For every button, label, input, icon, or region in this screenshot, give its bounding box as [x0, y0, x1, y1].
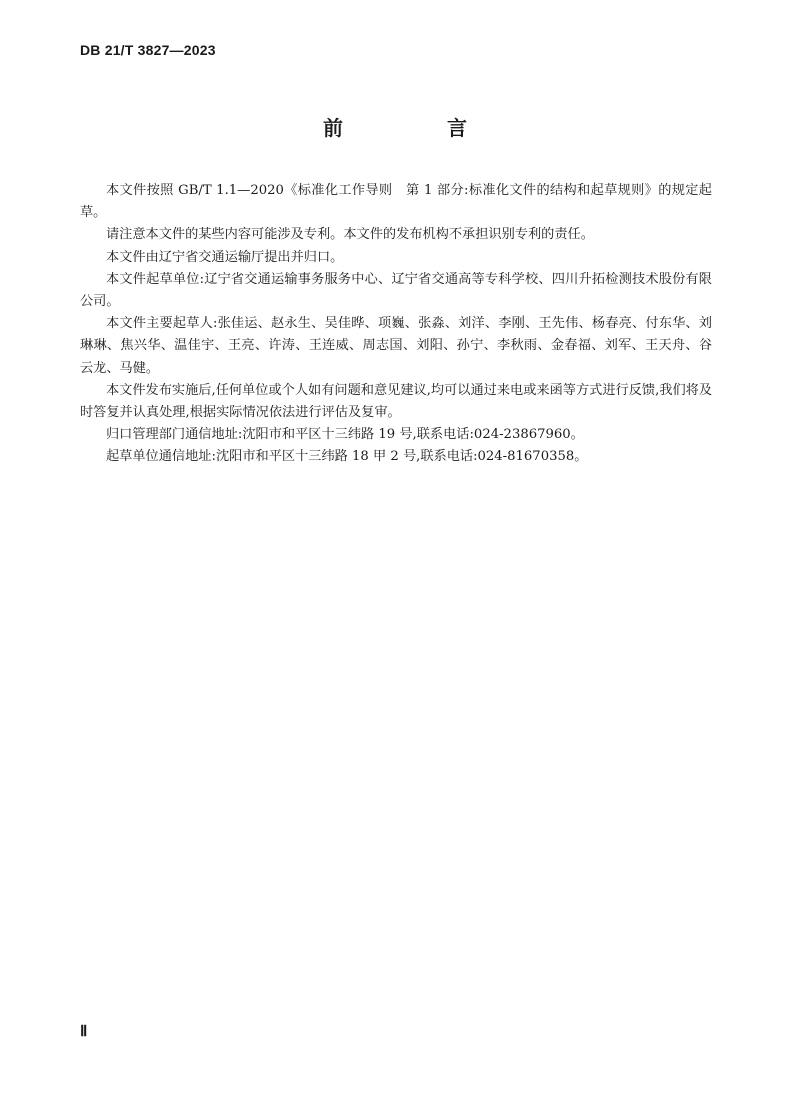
- foreword-body: [80, 180, 712, 469]
- paragraph-authority-address: 归口管理部门通信地址:沈阳市和平区十三纬路 19 号,联系电话:024-23867960。: [106, 427, 584, 443]
- paragraph-drafter-address: 起草单位通信地址:沈阳市和平区十三纬路 18 甲 2 号,联系电话:024-81670358。: [106, 449, 588, 465]
- paragraph-proposer: 本文件由辽宁省交通运输厅提出并归口。: [106, 249, 344, 265]
- paragraph-drafting-units: 本文件起草单位:辽宁省交通运输事务服务中心、辽宁省交通高等专科学校、四川升拓检测技术股份有限公司。: [80, 271, 712, 310]
- document-code: DB 21/T 3827—2023: [80, 42, 216, 58]
- paragraph-drafting-rules: 本文件按照 GB/T 1.1—2020《标准化工作导则 第 1 部分:标准化文件的结构和起草规则》的规定起草。: [80, 183, 712, 221]
- paragraph-main-drafters: 本文件主要起草人:张佳运、赵永生、吴佳晔、项巍、张淼、刘洋、李刚、王先伟、杨春亮、付东华、刘琳琳、焦兴华、温佳宇、王亮、许涛、王连威、周志国、刘阳、孙宁、李秋雨、金春福、刘军、王天舟、谷云龙、马健。: [80, 316, 712, 376]
- paragraph-feedback: 本文件发布实施后,任何单位或个人如有问题和意见建议,均可以通过来电或来函等方式进行反馈,我们将及时答复并认真处理,根据实际情况依法进行评估及复审。: [80, 382, 713, 421]
- page-title: 前 言: [323, 116, 509, 140]
- paragraph-patent-notice: 请注意本文件的某些内容可能涉及专利。本文件的发布机构不承担识别专利的责任。: [106, 227, 594, 243]
- page-number: Ⅱ: [80, 1024, 88, 1040]
